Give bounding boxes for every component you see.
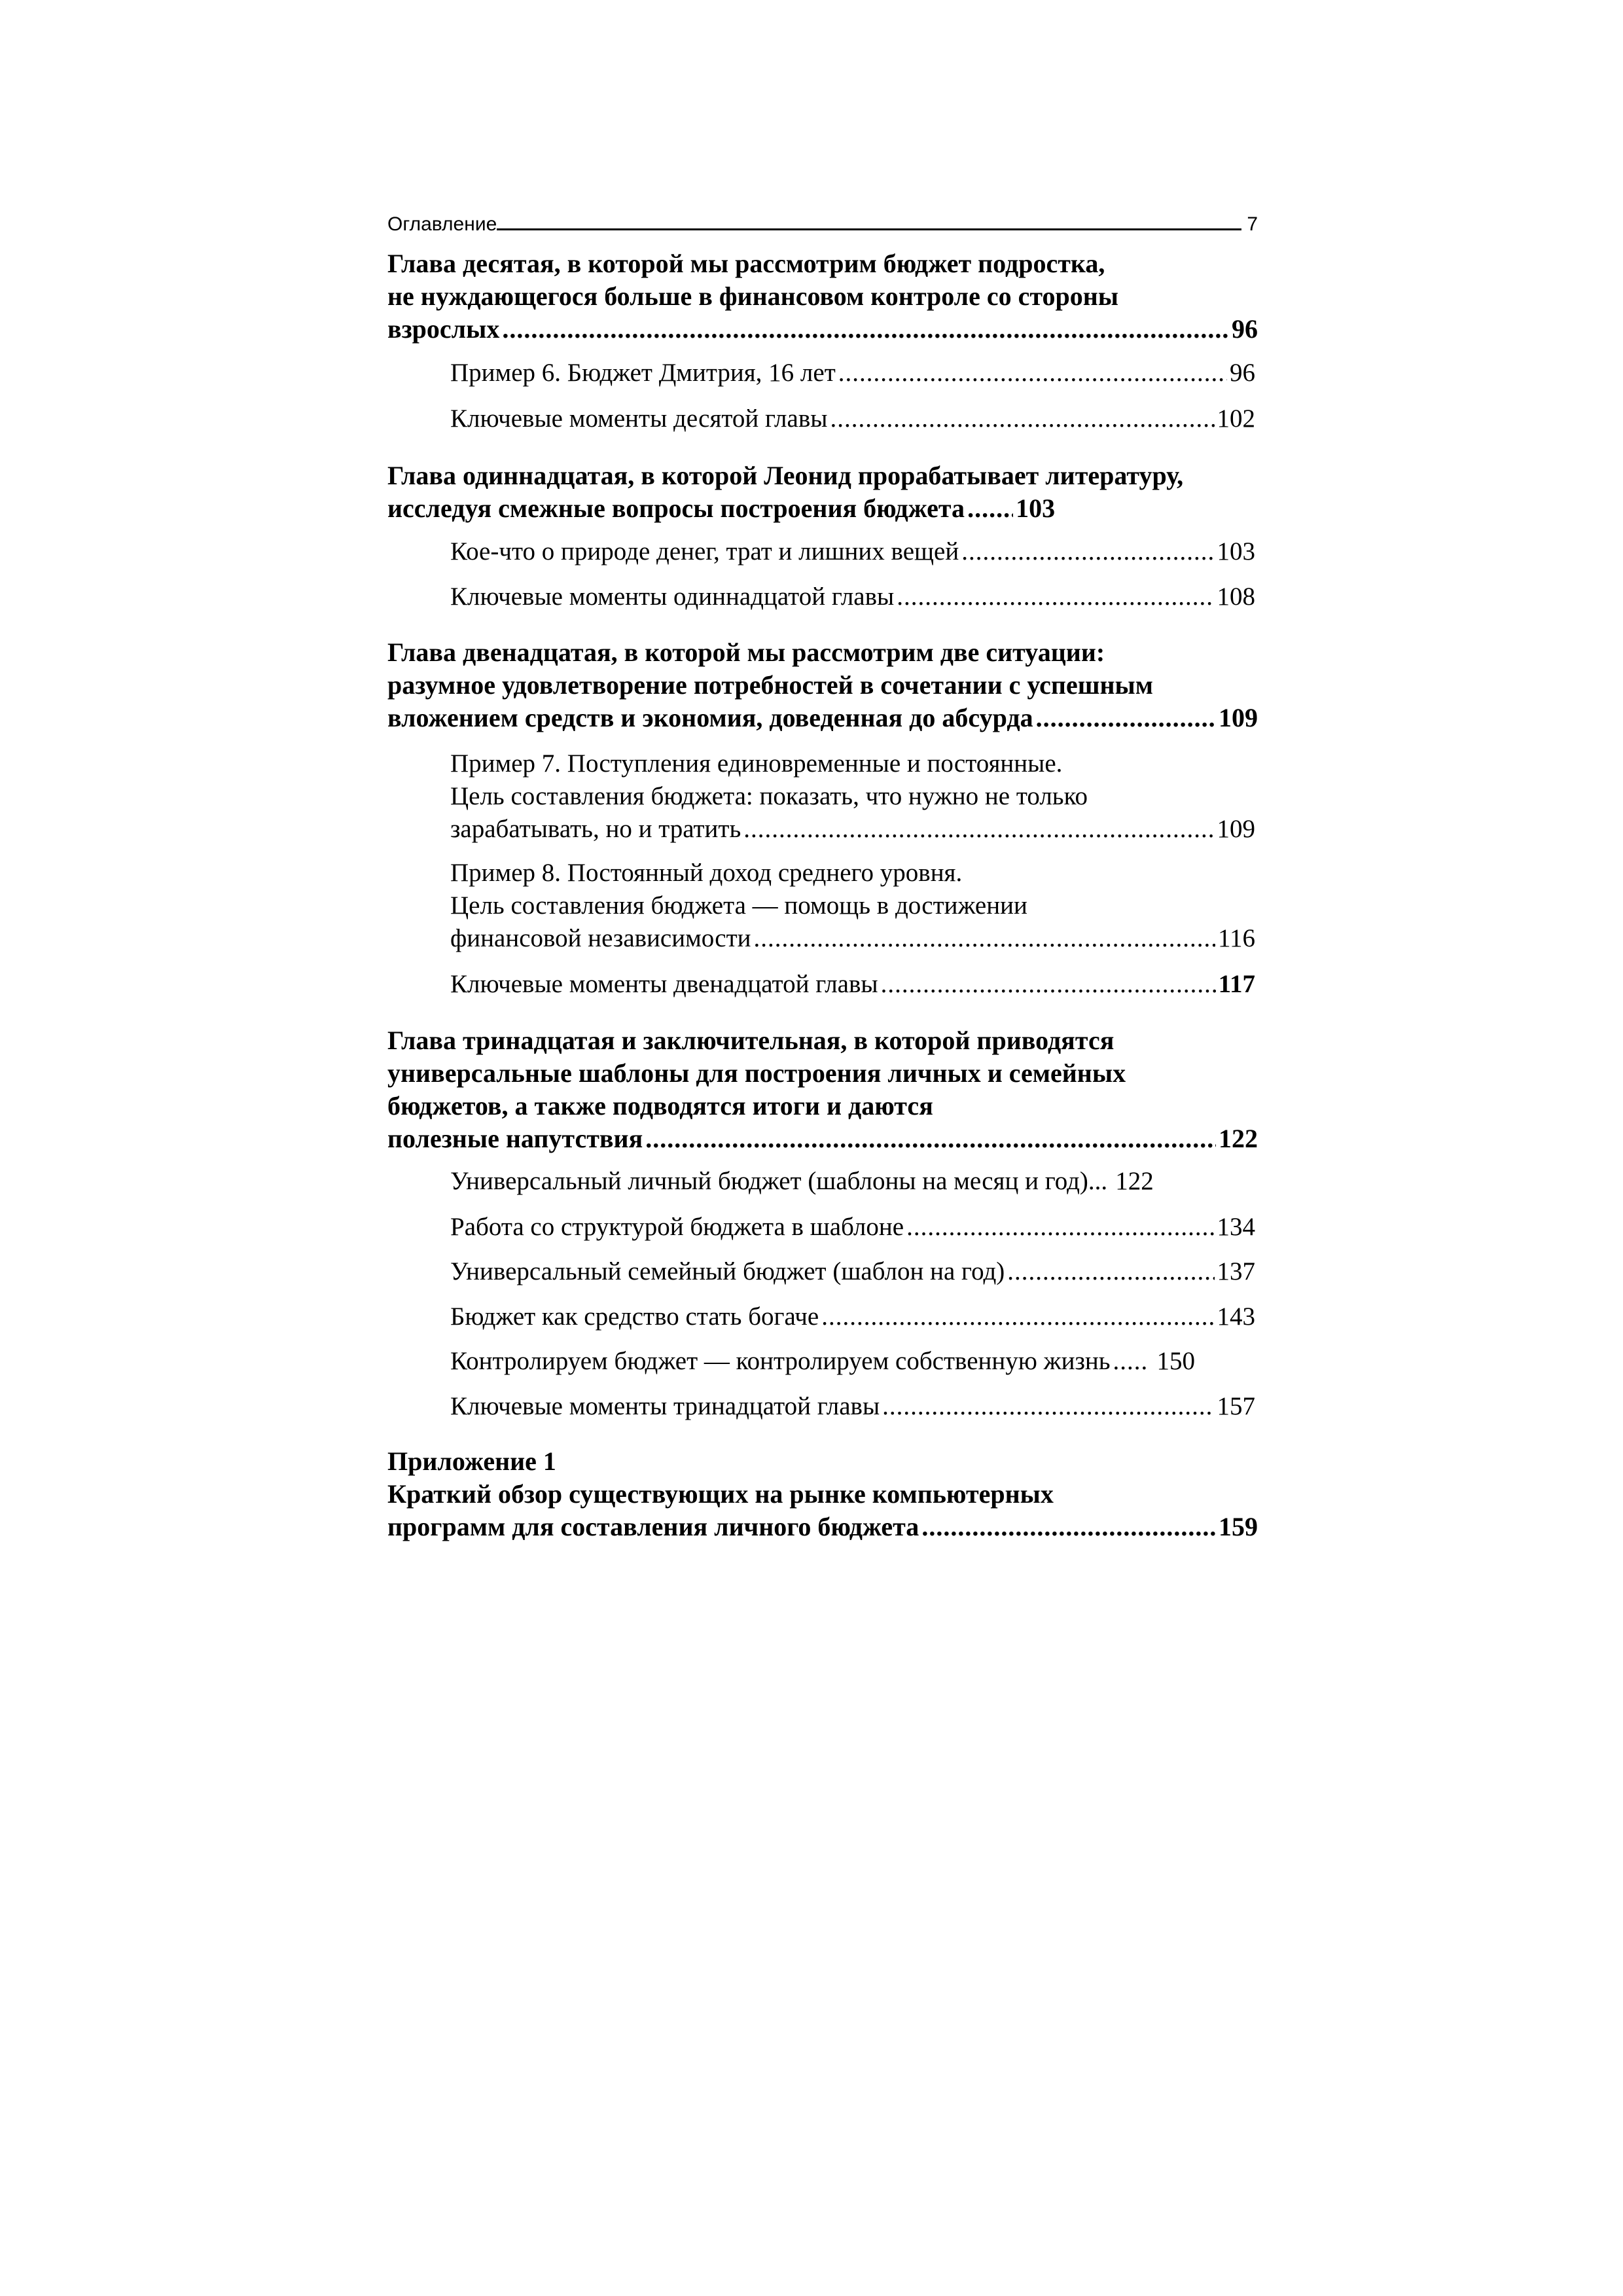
chapter-title-line: бюджетов, а также подводятся итоги и даются (387, 1091, 933, 1121)
dot-leader (881, 968, 1216, 1001)
toc-chapter-11[interactable] (387, 459, 1258, 525)
dot-leader (743, 813, 1214, 846)
dot-leader (921, 1511, 1216, 1543)
dot-leader (1036, 702, 1216, 734)
section-page-number: 143 (1217, 1302, 1255, 1331)
dot-leader (906, 1211, 1214, 1244)
section-title: Бюджет как средство стать богаче (450, 1302, 819, 1331)
dot-leader (830, 403, 1214, 435)
toc-section[interactable] (450, 581, 1255, 613)
dot-leader (1113, 1345, 1149, 1378)
dot-leader (961, 535, 1214, 568)
dot-leader (821, 1300, 1214, 1333)
chapter-title-line: Глава десятая, в которой мы рассмотрим бюджет подростка, (387, 249, 1105, 278)
section-title: Универсальный личный бюджет (шаблоны на месяц и год)... (450, 1167, 1108, 1195)
appendix-page-number: 159 (1219, 1512, 1258, 1541)
section-page-number: 116 (1217, 924, 1255, 952)
section-title: Ключевые моменты десятой главы (450, 404, 828, 433)
toc-section[interactable] (450, 535, 1255, 568)
section-page-number: 109 (1217, 815, 1255, 843)
dot-leader (897, 581, 1214, 613)
chapter-page-number: 103 (1016, 493, 1056, 523)
section-title: Ключевые моменты двенадцатой главы (450, 970, 878, 998)
section-title: Кое-что о природе денег, трат и лишних вещей (450, 537, 959, 565)
section-title-line: Пример 8. Постоянный доход среднего уровня. (450, 859, 963, 887)
toc-appendix-1[interactable] (387, 1445, 1258, 1543)
section-page-number: 150 (1156, 1347, 1196, 1375)
section-page-number: 96 (1230, 359, 1255, 387)
toc-section[interactable] (450, 1165, 1255, 1198)
dot-leader (838, 357, 1227, 389)
chapter-title-line: Глава одиннадцатая, в которой Леонид прорабатывает литературу, (387, 461, 1184, 490)
toc-section[interactable] (450, 747, 1255, 846)
chapter-title-line: вложением средств и экономия, доведенная до абсурда (387, 703, 1033, 732)
toc-chapter-12[interactable] (387, 636, 1258, 734)
dot-leader (967, 492, 1013, 525)
chapter-title-line: Глава двенадцатая, в которой мы рассмотрим две ситуации: (387, 637, 1105, 667)
chapter-page-number: 96 (1232, 314, 1258, 344)
running-head-page-number: 7 (1247, 213, 1258, 235)
toc-section[interactable] (450, 857, 1255, 955)
toc-section[interactable] (450, 1390, 1255, 1423)
toc-section[interactable] (450, 1300, 1255, 1333)
toc-section[interactable] (450, 968, 1255, 1001)
chapter-title-line: универсальные шаблоны для построения личных и семейных (387, 1058, 1126, 1088)
section-title-line: финансовой независимости (450, 924, 751, 952)
chapter-page-number: 122 (1219, 1124, 1258, 1153)
section-page-number: 103 (1217, 537, 1255, 565)
chapter-title-line: разумное удовлетворение потребностей в сочетании с успешным (387, 670, 1153, 700)
dot-leader (882, 1390, 1214, 1423)
chapter-title-line: Глава тринадцатая и заключительная, в которой приводятся (387, 1026, 1115, 1055)
section-title: Универсальный семейный бюджет (шаблон на год) (450, 1257, 1005, 1285)
appendix-title-line: Приложение 1 (387, 1446, 556, 1476)
appendix-title-line: программ для составления личного бюджета (387, 1512, 919, 1541)
dot-leader (645, 1122, 1216, 1155)
running-head-title: Оглавление (387, 213, 497, 235)
chapter-title-line: не нуждающегося больше в финансовом контроле со стороны (387, 281, 1119, 311)
chapter-title-line: взрослых (387, 314, 500, 344)
chapter-title-line: полезные напутствия (387, 1124, 643, 1153)
section-title-line: Цель составления бюджета: показать, что нужно не только (450, 782, 1088, 810)
section-page-number: 157 (1217, 1392, 1255, 1420)
section-page-number: 134 (1217, 1213, 1255, 1241)
toc-section[interactable] (450, 357, 1255, 389)
section-title-line: зарабатывать, но и тратить (450, 815, 741, 843)
section-title-line: Пример 7. Поступления единовременные и постоянные. (450, 749, 1063, 778)
section-title: Контролируем бюджет — контролируем собственную жизнь (450, 1347, 1111, 1375)
toc-section[interactable] (450, 1211, 1255, 1244)
toc-section[interactable] (450, 1255, 1255, 1288)
running-head (387, 199, 1258, 236)
section-title: Пример 6. Бюджет Дмитрия, 16 лет (450, 359, 836, 387)
section-title: Ключевые моменты одиннадцатой главы (450, 583, 895, 611)
section-title: Работа со структурой бюджета в шаблоне (450, 1213, 904, 1241)
section-title: Ключевые моменты тринадцатой главы (450, 1392, 880, 1420)
appendix-title-line: Краткий обзор существующих на рынке компьютерных (387, 1479, 1054, 1509)
section-title-line: Цель составления бюджета — помощь в достижении (450, 891, 1027, 920)
section-page-number: 117 (1218, 970, 1255, 998)
section-page-number: 102 (1217, 404, 1255, 433)
running-head-rule (497, 228, 1241, 230)
toc-section[interactable] (450, 403, 1255, 435)
section-page-number: 122 (1115, 1167, 1154, 1195)
toc-chapter-13[interactable] (387, 1024, 1258, 1155)
chapter-page-number: 109 (1219, 703, 1258, 732)
section-page-number: 137 (1217, 1257, 1255, 1285)
dot-leader (754, 922, 1215, 955)
toc-section[interactable] (450, 1345, 1255, 1378)
dot-leader (1007, 1255, 1214, 1288)
dot-leader (502, 313, 1229, 346)
section-page-number: 108 (1217, 583, 1255, 611)
toc-chapter-10[interactable] (387, 247, 1258, 346)
chapter-title-line: исследуя смежные вопросы построения бюджета (387, 493, 965, 523)
